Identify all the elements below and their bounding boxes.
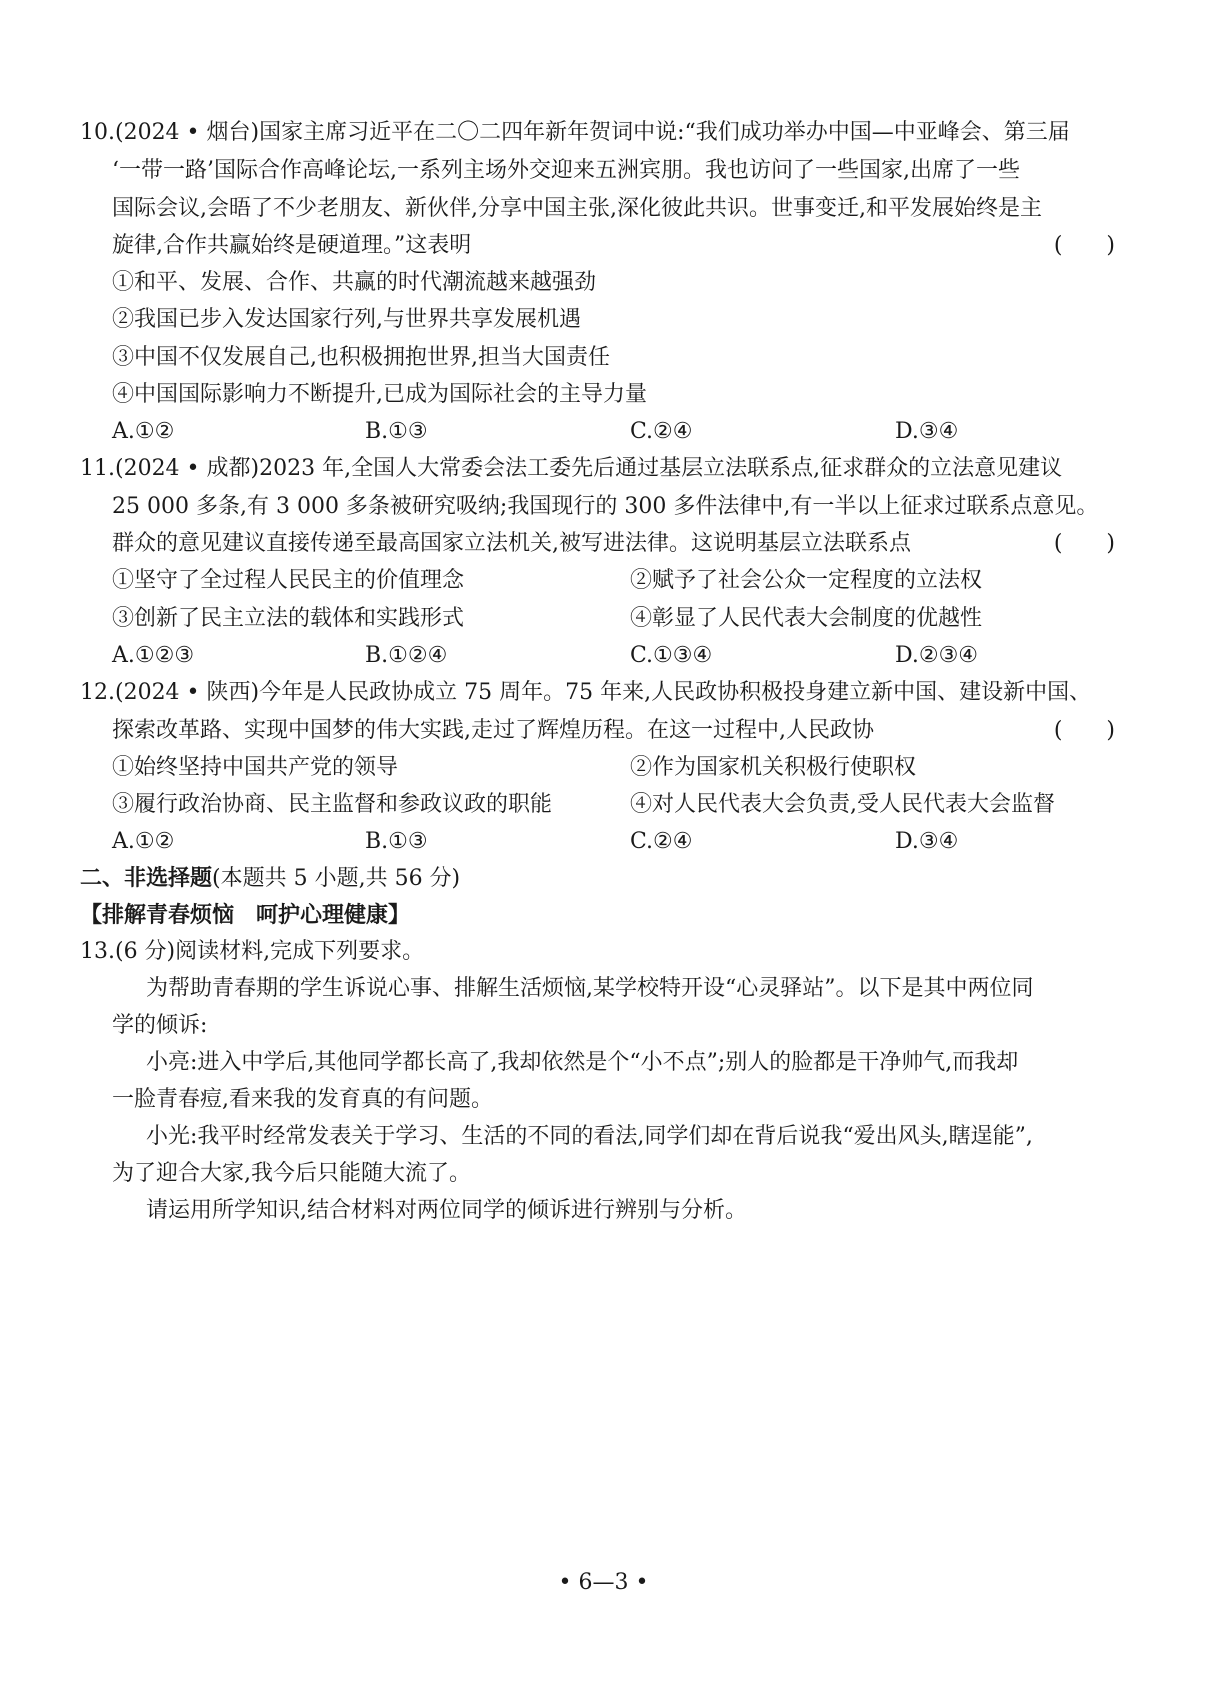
q11-option-b: B.①②④ (365, 643, 448, 668)
q11-statement-3: ③创新了民主立法的载体和实践形式 (112, 606, 465, 631)
q12-statement-1: ①始终坚持中国共产党的领导 (112, 755, 399, 780)
q13-material-p3-line2: 为了迎合大家,我今后只能随大流了。 (112, 1161, 471, 1186)
q12-stem-line-2: 探索改革路、实现中国梦的伟大实践,走过了辉煌历程。在这一过程中,人民政协 (112, 718, 874, 743)
q12-statement-2: ②作为国家机关积极行使职权 (630, 755, 917, 780)
q12-option-d: D.③④ (895, 829, 959, 854)
q11-statement-4: ④彰显了人民代表大会制度的优越性 (630, 606, 983, 631)
q12-statement-3: ③履行政治协商、民主监督和参政议政的职能 (112, 792, 553, 817)
q12-statement-4: ④对人民代表大会负责,受人民代表大会监督 (630, 792, 1055, 817)
page-number: • 6—3 • (558, 1570, 649, 1595)
q10-stem-line-1: 10.(2024 • 烟台)国家主席习近平在二〇二四年新年贺词中说:“我们成功举办中国—中亚峰会、第三届 (80, 120, 1070, 145)
q10-option-a: A.①② (112, 419, 175, 444)
q13-material-p1-line2: 学的倾诉: (112, 1013, 208, 1038)
q11-answer-paren: ( ) (1053, 531, 1115, 556)
q11-stem-line-3: 群众的意见建议直接传递至最高国家立法机关,被写进法律。这说明基层立法联系点 (112, 531, 911, 556)
q12-stem-line-1: 12.(2024 • 陕西)今年是人民政协成立 75 周年。75 年来,人民政协积极投身建立新中国、建设新中国、 (80, 680, 1092, 705)
q13-requirement: 请运用所学知识,结合材料对两位同学的倾诉进行辨别与分析。 (146, 1198, 747, 1223)
q13-stem: 13.(6 分)阅读材料,完成下列要求。 (80, 939, 425, 964)
q12-option-a: A.①② (112, 829, 175, 854)
q10-statement-1: ①和平、发展、合作、共赢的时代潮流越来越强劲 (112, 270, 597, 295)
q10-statement-2: ②我国已步入发达国家行列,与世界共享发展机遇 (112, 307, 581, 332)
q10-answer-paren: ( ) (1053, 233, 1115, 258)
q11-option-c: C.①③④ (630, 643, 713, 668)
q10-statement-4: ④中国国际影响力不断提升,已成为国际社会的主导力量 (112, 382, 647, 407)
q13-material-p2-line2: 一脸青春痘,看来我的发育真的有问题。 (112, 1087, 493, 1112)
q10-statement-3: ③中国不仅发展自己,也积极拥抱世界,担当大国责任 (112, 345, 610, 370)
q11-stem-line-1: 11.(2024 • 成都)2023 年,全国人大常委会法工委先后通过基层立法联系点,征求群众的立法意见建议 (80, 456, 1063, 481)
q13-material-p1-line1: 为帮助青春期的学生诉说心事、排解生活烦恼,某学校特开设“心灵驿站”。以下是其中两位同 (146, 976, 1034, 1001)
q10-stem-line-3: 国际会议,会晤了不少老朋友、新伙伴,分享中国主张,深化彼此共识。世事变迁,和平发展始终是主 (112, 196, 1042, 221)
section-title: 二、非选择题 (80, 865, 213, 891)
theme-heading: 【排解青春烦恼 呵护心理健康】 (80, 902, 411, 928)
q12-option-c: C.②④ (630, 829, 693, 854)
q11-stem-line-2: 25 000 多条,有 3 000 多条被研究吸纳;我国现行的 300 多件法律中,有一半以上征求过联系点意见。 (112, 494, 1099, 519)
q11-statement-2: ②赋予了社会公众一定程度的立法权 (630, 568, 983, 593)
section-heading (80, 863, 460, 894)
q10-option-c: C.②④ (630, 419, 693, 444)
q10-stem-line-2: ‘一带一路’国际合作高峰论坛,一系列主场外交迎来五洲宾朋。我也访问了一些国家,出席了一些 (112, 158, 1020, 183)
q10-option-b: B.①③ (365, 419, 428, 444)
q10-option-d: D.③④ (895, 419, 959, 444)
q12-option-b: B.①③ (365, 829, 428, 854)
q10-stem-line-4: 旋律,合作共赢始终是硬道理。”这表明 (112, 233, 472, 258)
q11-statement-1: ①坚守了全过程人民民主的价值理念 (112, 568, 465, 593)
q12-answer-paren: ( ) (1053, 718, 1115, 743)
section-note: (本题共 5 小题,共 56 分) (212, 866, 461, 891)
q11-option-a: A.①②③ (112, 643, 195, 668)
q11-option-d: D.②③④ (895, 643, 979, 668)
q13-material-p2-line1: 小亮:进入中学后,其他同学都长高了,我却依然是个“小不点”;别人的脸都是干净帅气,而我却 (146, 1050, 1019, 1075)
q13-material-p3-line1: 小光:我平时经常发表关于学习、生活的不同的看法,同学们却在背后说我“爱出风头,瞎逞能”, (146, 1124, 1033, 1149)
